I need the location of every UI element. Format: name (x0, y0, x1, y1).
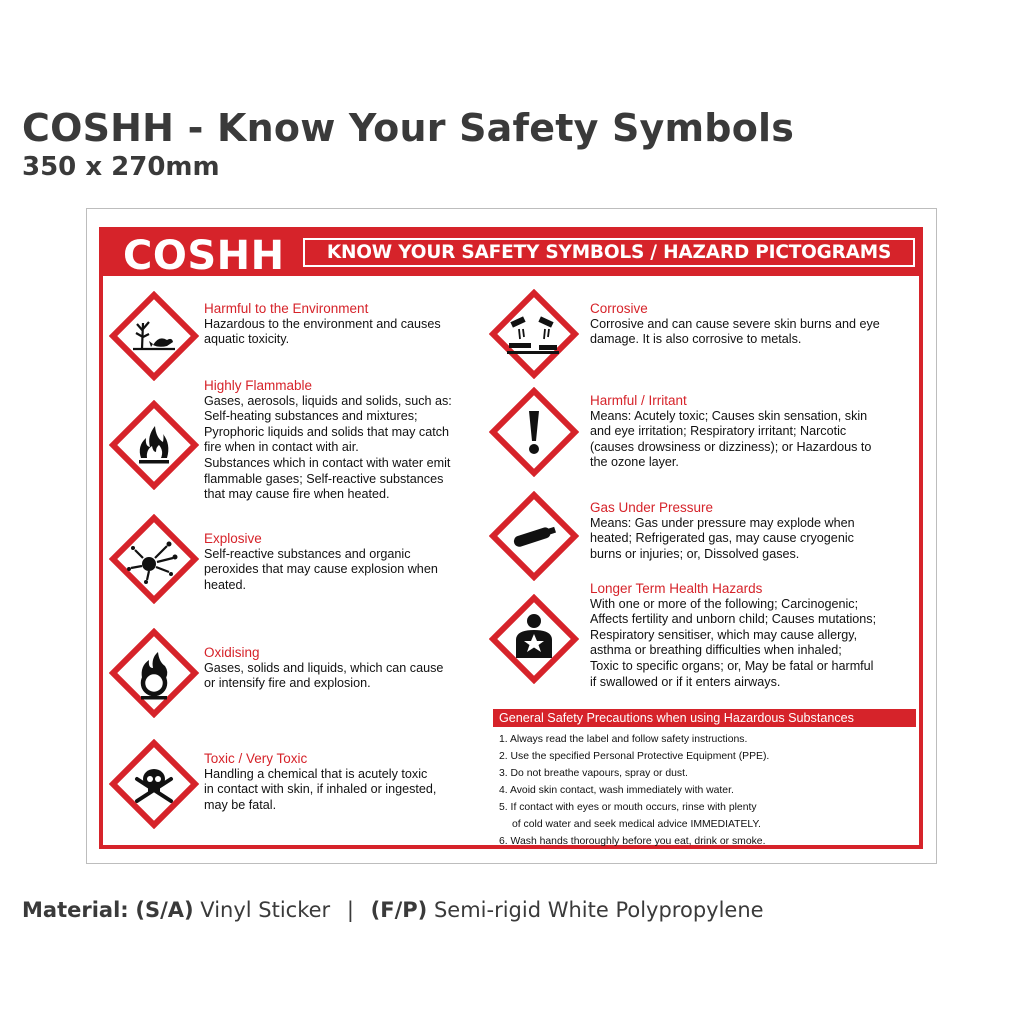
sign-banner (103, 231, 919, 279)
separator: | (346, 898, 354, 922)
precaution-item: of cold water and seek medical advice IMMEDIATELY. (512, 819, 761, 830)
hazard-oxidising (204, 645, 443, 692)
hazard-flammable (204, 378, 452, 503)
coshh-sign (99, 227, 923, 849)
banner-subtitle: KNOW YOUR SAFETY SYMBOLS / HAZARD PICTOGRAMS (303, 238, 915, 267)
fp-text: Semi-rigid White Polypropylene (433, 898, 764, 922)
hazard-text: Handling a chemical that is acutely toxic in contact with skin, if inhaled or ingested, may be fatal. (204, 766, 437, 812)
precautions-heading: General Safety Precautions when using Hazardous Substances (493, 709, 916, 727)
hazard-health (590, 581, 876, 690)
flame-over-circle-icon (109, 628, 199, 718)
hazard-text: Means: Gas under pressure may explode when heated; Refrigerated gas, may cause cryogenic burns or injuries; or, Dissolved gases. (590, 515, 855, 561)
precaution-item: 5. If contact with eyes or mouth occurs, rinse with plenty (499, 802, 757, 813)
hazard-text: Corrosive and can cause severe skin burns and eye damage. It is also corrosive to metals. (590, 316, 880, 347)
precaution-item: 6. Wash hands thoroughly before you eat, drink or smoke. (499, 836, 766, 847)
hazard-irritant (590, 393, 871, 471)
sa-code: (S/A) (135, 898, 194, 922)
hazard-title: Oxidising (204, 645, 260, 660)
flame-icon (109, 400, 199, 490)
hazard-title: Harmful / Irritant (590, 393, 687, 408)
hazard-explosive (204, 531, 438, 593)
exclamation-mark-icon (489, 387, 579, 477)
hazard-text: Hazardous to the environment and causes aquatic toxicity. (204, 316, 441, 347)
hazard-title: Highly Flammable (204, 378, 313, 393)
environment-icon (109, 291, 199, 381)
hazard-title: Harmful to the Environment (204, 301, 369, 316)
health-hazard-icon (489, 594, 579, 684)
fp-code: (F/P) (370, 898, 428, 922)
precaution-item: 3. Do not breathe vapours, spray or dust. (499, 768, 688, 779)
hazard-gas-pressure (590, 500, 855, 562)
banner-title: COSHH (123, 233, 285, 279)
hazard-title: Longer Term Health Hazards (590, 581, 763, 596)
hazard-text: Gases, aerosols, liquids and solids, such as: Self-heating substances and mixtures; Pyrophoric liquids and solids that may catch fire when in contact with air. Substances which in contact with water emit flammable gases; Self-reactive substances that may cause fire when heated. (204, 393, 452, 502)
hazard-title: Toxic / Very Toxic (204, 751, 308, 766)
hazard-title: Explosive (204, 531, 262, 546)
page-subtitle: 350 x 270mm (22, 152, 220, 182)
hazard-environment (204, 301, 441, 348)
sa-text: Vinyl Sticker (200, 898, 331, 922)
skull-crossbones-icon (109, 739, 199, 829)
hazard-text: Self-reactive substances and organic peroxides that may cause explosion when heated. (204, 546, 438, 592)
hazard-text: With one or more of the following; Carcinogenic; Affects fertility and unborn child; Causes mutations; Respiratory sensitiser, which may cause allergy, asthma or breathing difficulties when inhaled; Toxic to specific organs; or, May be fatal or harmful if swallowed or if it enters airways. (590, 596, 877, 689)
hazard-toxic (204, 751, 436, 813)
precaution-item: 2. Use the specified Personal Protective Equipment (PPE). (499, 751, 770, 762)
precautions-list (499, 731, 919, 850)
exploding-bomb-icon (109, 514, 199, 604)
gas-cylinder-icon (489, 491, 579, 581)
page-title: COSHH - Know Your Safety Symbols (22, 106, 795, 150)
material-info (22, 898, 764, 922)
material-label: Material: (22, 898, 129, 922)
hazard-title: Corrosive (590, 301, 648, 316)
hazard-text: Means: Acutely toxic; Causes skin sensation, skin and eye irritation; Respiratory irritant; Narcotic (causes drowsiness or dizziness); or Hazardous to the ozone layer. (590, 408, 872, 470)
precaution-item: 4. Avoid skin contact, wash immediately with water. (499, 785, 734, 796)
hazard-corrosive (590, 301, 880, 348)
hazard-title: Gas Under Pressure (590, 500, 714, 515)
hazard-text: Gases, solids and liquids, which can cause or intensify fire and explosion. (204, 660, 444, 691)
precaution-item: 1. Always read the label and follow safety instructions. (499, 734, 748, 745)
corrosion-icon (489, 289, 579, 379)
